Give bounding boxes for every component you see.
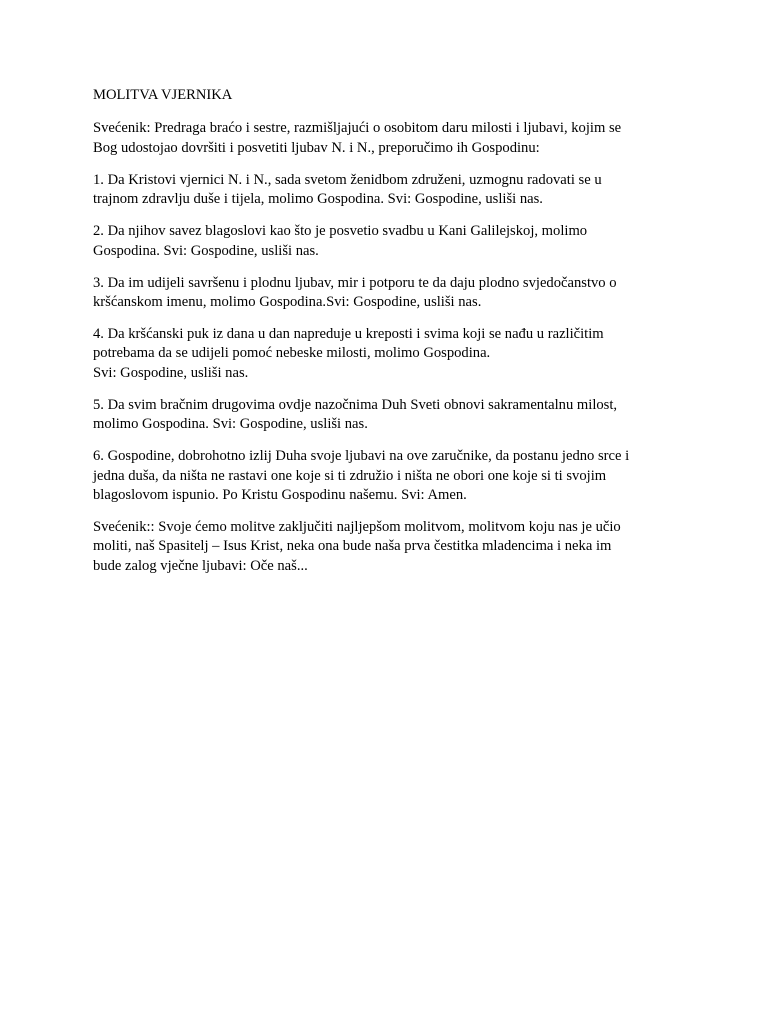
petition-1-paragraph [93,171,693,210]
closing-line: Svećenik:: Svoje ćemo molitve zaključiti najljepšom molitvom, molitvom koju nas je učio [93,519,621,536]
petition-line: molimo Gospodina. Svi: Gospodine, usliši nas. [93,416,368,433]
petition-line: blagoslovom ispunio. Po Kristu Gospodinu našemu. Svi: Amen. [93,487,467,504]
petition-line: 3. Da im udijeli savršenu i plodnu ljubav, mir i potporu te da daju plodno svjedočanstvo o [93,274,617,291]
petition-line: 1. Da Kristovi vjernici N. i N., sada svetom ženidbom združeni, uzmognu radovati se u [93,171,602,188]
document-title [93,86,693,105]
petition-2-paragraph [93,222,693,261]
closing-line: bude zalog vječne ljubavi: Oče naš... [93,557,308,574]
petition-line: 2. Da njihov savez blagoslovi kao što je posvetio svadbu u Kani Galilejskoj, molimo [93,223,588,240]
intro-line: Bog udostojao dovršiti i posvetiti ljubav N. i N., preporučimo ih Gospodinu: [93,139,540,156]
document-body [93,86,693,589]
closing-paragraph [93,518,693,576]
petition-3-paragraph [93,274,693,313]
petition-line: 4. Da kršćanski puk iz dana u dan napreduje u kreposti i svima koji se nađu u različitim [93,326,604,343]
petition-5-paragraph [93,396,693,435]
petition-line: Svi: Gospodine, usliši nas. [93,364,249,381]
petition-line: potrebama da se udijeli pomoć nebeske milosti, molimo Gospodina. [93,345,491,362]
petition-line: 5. Da svim bračnim drugovima ovdje nazočnima Duh Sveti obnovi sakramentalnu milost, [93,396,618,413]
intro-paragraph [93,119,693,158]
petition-line: jedna duša, da ništa ne rastavi one koje si ti združio i ništa ne obori one koje si ti svojim [93,467,607,484]
petition-6-paragraph [93,447,693,505]
petition-line: 6. Gospodine, dobrohotno izlij Duha svoje ljubavi na ove zaručnike, da postanu jedno srce i [93,448,630,465]
petition-line: trajnom zdravlju duše i tijela, molimo Gospodina. Svi: Gospodine, usliši nas. [93,191,543,208]
intro-line: Svećenik: Predraga braćo i sestre, razmišljajući o osobitom daru milosti i ljubavi, kojim se [93,120,622,137]
petition-4-paragraph [93,325,693,383]
petition-line: kršćanskom imenu, molimo Gospodina.Svi: Gospodine, usliši nas. [93,294,482,311]
closing-line: moliti, naš Spasitelj – Isus Krist, neka ona bude naša prva čestitka mladencima i neka im [93,538,612,555]
title-line: MOLITVA VJERNIKA [93,87,233,103]
petition-line: Gospodina. Svi: Gospodine, usliši nas. [93,242,319,259]
